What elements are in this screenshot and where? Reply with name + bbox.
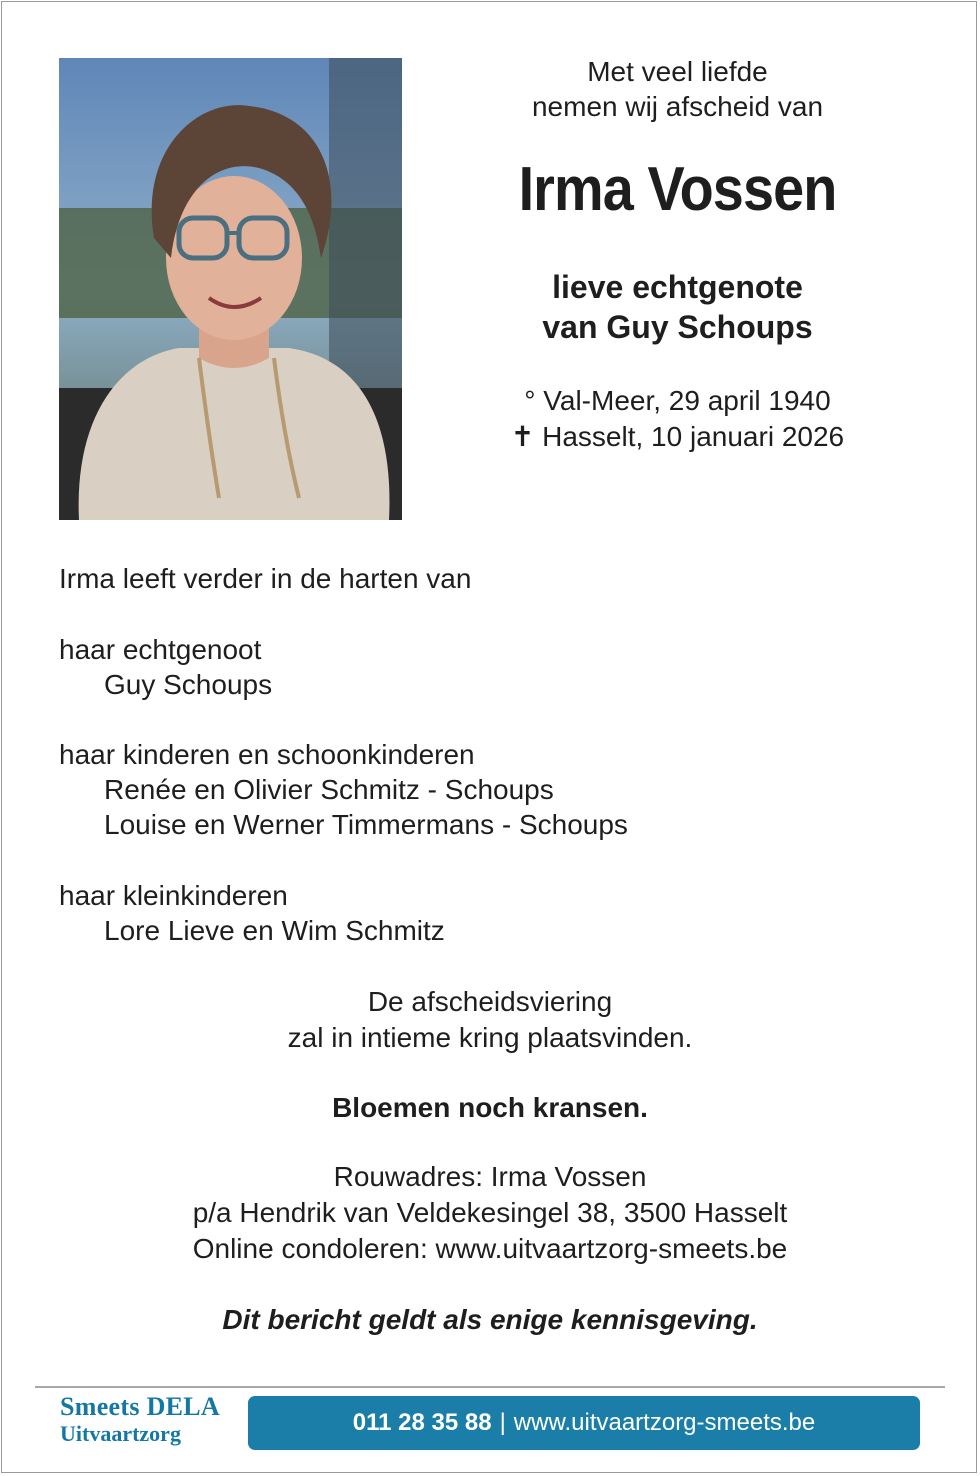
portrait-photo (59, 58, 402, 520)
intro-text (440, 54, 915, 124)
family-group-title: haar kleinkinderen (59, 880, 288, 911)
family-group-title: haar echtgenoot (59, 634, 262, 665)
family-member: Renée en Olivier Schmitz - Schoups (104, 774, 554, 805)
contact-separator: | (499, 1409, 506, 1436)
death-date: ✝ Hasselt, 10 januari 2026 (510, 421, 845, 452)
ceremony-line-1: De afscheidsviering (367, 986, 613, 1017)
notice-text: Dit bericht geldt als enige kennisgeving. (222, 1304, 758, 1335)
website-link[interactable]: www.uitvaartzorg-smeets.be (513, 1409, 816, 1436)
flowers-notice: Bloemen noch kransen. (332, 1092, 648, 1123)
family-group-title: haar kinderen en schoonkinderen (59, 739, 475, 770)
spouse-text (440, 267, 915, 347)
mourning-address (0, 1159, 980, 1267)
logo-line-1: Smeets DELA (60, 1392, 221, 1421)
family-group-children (59, 737, 628, 842)
family-member: Lore Lieve en Wim Schmitz (104, 915, 445, 946)
intro-line-1: Met veel liefde (587, 56, 768, 87)
phone-number[interactable]: 011 28 35 88 (352, 1409, 492, 1436)
life-dates (440, 383, 915, 455)
logo-line-2: Uitvaartzorg (60, 1421, 181, 1446)
footer-divider (35, 1386, 945, 1388)
family-group-grandchildren (59, 878, 445, 948)
address-line-1: Rouwadres: Irma Vossen (333, 1161, 647, 1192)
intro-line-2: nemen wij afscheid van (531, 91, 824, 122)
family-lead: Irma leeft verder in de harten van (59, 563, 472, 594)
birth-date: ° Val-Meer, 29 april 1940 (524, 385, 831, 416)
address-line-3: Online condoleren: www.uitvaartzorg-smeets.be (192, 1233, 788, 1264)
contact-bar (248, 1396, 920, 1450)
deceased-name: Irma Vossen (518, 155, 837, 224)
funeral-home-logo (60, 1393, 220, 1447)
address-line-2: p/a Hendrik van Veldekesingel 38, 3500 Hasselt (192, 1197, 788, 1228)
spouse-line-2: van Guy Schoups (542, 309, 813, 345)
family-member: Louise en Werner Timmermans - Schoups (104, 809, 628, 840)
ceremony-text (0, 984, 980, 1056)
spouse-line-1: lieve echtgenote (552, 269, 803, 305)
ceremony-line-2: zal in intieme kring plaatsvinden. (287, 1022, 693, 1053)
family-member: Guy Schoups (104, 669, 273, 700)
family-group-spouse (59, 632, 272, 702)
